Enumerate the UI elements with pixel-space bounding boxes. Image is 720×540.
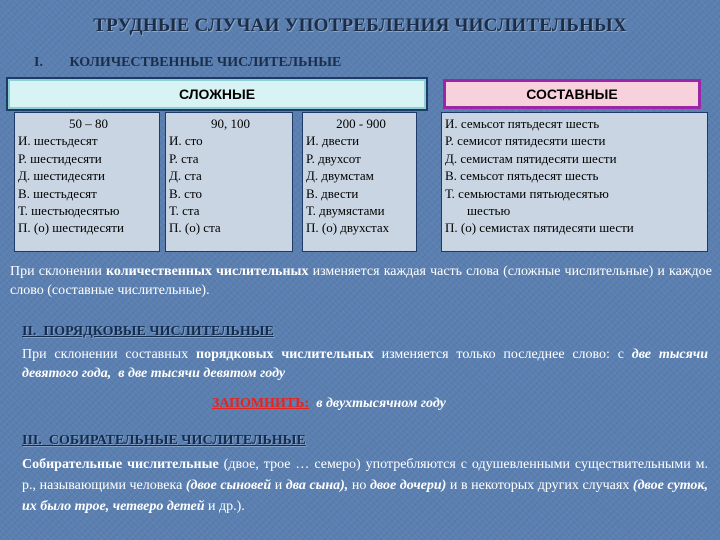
remember-text: в двухтысячном году bbox=[316, 396, 446, 411]
table-row: Р. семисот пятидесяти шести bbox=[445, 133, 606, 149]
table-row: И. двести bbox=[306, 133, 360, 149]
emphasis: количественных числительных bbox=[106, 264, 309, 279]
table-row: Т. шестьюдесятью bbox=[18, 203, 120, 219]
text: изменяется каждая часть слова (сложные числительные) и каждое слово (составные числительные). bbox=[10, 264, 712, 298]
table-200-900 bbox=[302, 112, 417, 252]
remember-note bbox=[212, 394, 446, 413]
example: (двое сыновей bbox=[185, 478, 272, 493]
table-head: 200 - 900 bbox=[336, 116, 386, 131]
section-2-heading: II. ПОРЯДКОВЫЕ ЧИСЛИТЕЛЬНЫЕ bbox=[22, 324, 274, 339]
table-row: И. шестьдесят bbox=[18, 133, 98, 149]
table-row: В. двести bbox=[306, 185, 359, 201]
text: но bbox=[348, 478, 370, 493]
text: и bbox=[271, 478, 286, 493]
table-row: Д. семистам пятидесяти шести bbox=[445, 150, 617, 166]
remember-label: ЗАПОМНИТЬ: bbox=[212, 396, 310, 411]
example: два сына), bbox=[285, 478, 349, 493]
table-row: шестью bbox=[467, 203, 511, 219]
text: изменяется только последнее слово: с bbox=[373, 347, 632, 362]
table-row: Р. шестидесяти bbox=[18, 150, 102, 166]
page-title: ТРУДНЫЕ СЛУЧАИ УПОТРЕБЛЕНИЯ ЧИСЛИТЕЛЬНЫХ bbox=[93, 15, 627, 36]
text: и др.). bbox=[204, 499, 245, 514]
text: (двое, трое … семеро) употребляются с одушевленными существительными м. р., называющими человека bbox=[22, 457, 708, 493]
example: (двое суток, их было трое, четверо детей bbox=[22, 478, 709, 514]
table-row: П. (о) шестидесяти bbox=[18, 220, 124, 236]
example: две тысячи девятого года bbox=[22, 347, 708, 381]
table-50-80 bbox=[14, 112, 160, 252]
table-row: В. сто bbox=[169, 185, 202, 201]
table-row: Т. ста bbox=[169, 203, 200, 219]
paragraph-collective bbox=[22, 454, 708, 517]
table-row: Д. двумстам bbox=[306, 168, 374, 184]
table-row: Р. ста bbox=[169, 150, 199, 166]
section-3-heading: III. СОБИРАТЕЛЬНЫЕ ЧИСЛИТЕЛЬНЫЕ bbox=[22, 433, 306, 448]
header-compound: СОСТАВНЫЕ bbox=[443, 79, 701, 109]
table-row: Д. ста bbox=[169, 168, 202, 184]
paragraph-ordinal bbox=[22, 345, 708, 383]
table-row: П. (о) двухстах bbox=[306, 220, 390, 236]
table-row: Р. двухсот bbox=[306, 150, 361, 166]
text: При склонении bbox=[10, 264, 107, 279]
example: двое дочери) bbox=[369, 478, 447, 493]
text: и в некоторых других случаях bbox=[446, 478, 633, 493]
table-row: П. (о) семистах пятидесяти шести bbox=[445, 220, 634, 236]
paragraph-cardinal bbox=[10, 262, 712, 300]
table-row: В. шестьдесят bbox=[18, 185, 97, 201]
table-row: И. семьсот пятьдесят шесть bbox=[445, 116, 600, 131]
header-simple: СЛОЖНЫЕ bbox=[8, 79, 426, 109]
section-1-label: КОЛИЧЕСТВЕННЫЕ ЧИСЛИТЕЛЬНЫЕ bbox=[69, 55, 342, 70]
text: При склонении составных bbox=[22, 347, 196, 362]
section-1-number: I. bbox=[34, 55, 43, 70]
emphasis: Собирательные числительные bbox=[22, 457, 219, 472]
text: , bbox=[107, 366, 119, 381]
table-compound bbox=[441, 112, 708, 252]
example: в две тысячи девятом году bbox=[118, 366, 286, 381]
table-row: Т. двумястами bbox=[306, 203, 385, 219]
table-row: В. семьсот пятьдесят шесть bbox=[445, 168, 599, 184]
table-row: П. (о) ста bbox=[169, 220, 221, 236]
table-head: 90, 100 bbox=[211, 116, 250, 131]
table-head: 50 – 80 bbox=[69, 116, 108, 131]
table-90-100 bbox=[165, 112, 293, 252]
table-row: Д. шестидесяти bbox=[18, 168, 105, 184]
section-1-heading bbox=[34, 55, 341, 71]
table-row: И. сто bbox=[169, 133, 203, 149]
emphasis: порядковых числительных bbox=[196, 347, 374, 362]
table-row: Т. семьюстами пятьюдесятью bbox=[445, 185, 609, 201]
